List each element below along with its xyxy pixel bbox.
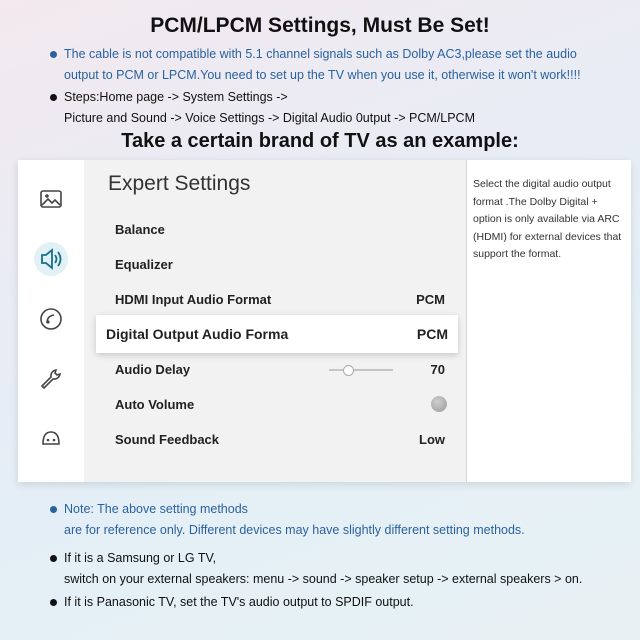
example-subtitle: Take a certain brand of TV as an example: <box>121 130 519 152</box>
audio-delay-slider-knob[interactable] <box>343 365 354 376</box>
samsung-lg-note <box>50 548 610 590</box>
settings-heading: Expert Settings <box>108 172 251 195</box>
setting-label: Audio Delay <box>115 362 191 377</box>
broadcast-icon[interactable] <box>34 302 68 336</box>
bullet-dot <box>50 506 57 513</box>
description-panel <box>466 160 631 482</box>
setting-label: Auto Volume <box>115 397 195 412</box>
cable-note-line2: output to PCM or LPCM.You need to set up the TV when you use it, otherwise it won't work!!!! <box>64 68 581 82</box>
samsung-line2: switch on your external speakers: menu -> sound -> speaker setup -> external speakers > on. <box>64 572 583 586</box>
setting-label: HDMI Input Audio Format <box>115 292 272 307</box>
steps-note <box>50 87 610 129</box>
wrench-icon[interactable] <box>34 362 68 396</box>
panasonic-note <box>50 592 610 613</box>
support-icon[interactable] <box>34 422 68 456</box>
tv-settings-screenshot <box>18 160 630 482</box>
setting-label: Digital Output Audio Forma <box>106 326 289 342</box>
audio-delay-slider-track[interactable] <box>329 369 393 371</box>
setting-audio-delay[interactable] <box>115 356 445 384</box>
reference-note <box>50 499 610 541</box>
tv-sidebar <box>18 160 85 482</box>
setting-value: PCM <box>416 292 445 307</box>
page-title: PCM/LPCM Settings, Must Be Set! <box>150 14 490 37</box>
setting-value: 70 <box>430 362 445 377</box>
samsung-line1: If it is a Samsung or LG TV, <box>64 551 217 565</box>
picture-icon[interactable] <box>34 182 68 216</box>
setting-label: Balance <box>115 222 165 237</box>
description-text: Select the digital audio output format .The Dolby Digital + option is only available via ARC (HDMI) for external devices that support the format. <box>473 178 622 260</box>
reference-note-line2: are for reference only. Different devices may have slightly different setting methods. <box>64 523 525 537</box>
setting-hdmi-input-audio-format[interactable] <box>115 286 445 314</box>
steps-line2: Picture and Sound -> Voice Settings -> Digital Audio 0utput -> PCM/LPCM <box>64 111 475 125</box>
reference-note-line1: Note: The above setting methods <box>64 502 248 516</box>
setting-value: Low <box>419 432 445 447</box>
setting-balance[interactable] <box>115 216 445 244</box>
setting-equalizer[interactable] <box>115 251 445 279</box>
sound-icon[interactable] <box>34 242 68 276</box>
bullet-dot <box>50 599 57 606</box>
bullet-dot <box>50 555 57 562</box>
bullet-dot <box>50 51 57 58</box>
cable-note-line1: The cable is not compatible with 5.1 channel signals such as Dolby AC3,please set the audio <box>64 47 577 61</box>
setting-digital-output-audio-format[interactable] <box>96 315 458 353</box>
bullet-dot <box>50 94 57 101</box>
setting-label: Equalizer <box>115 257 173 272</box>
setting-value: PCM <box>416 326 448 342</box>
setting-sound-feedback[interactable] <box>115 426 445 454</box>
steps-line1: Steps:Home page -> System Settings -> <box>64 90 288 104</box>
cable-note <box>50 44 610 86</box>
auto-volume-toggle[interactable] <box>431 396 447 412</box>
setting-auto-volume[interactable] <box>115 391 445 419</box>
setting-label: Sound Feedback <box>115 432 220 447</box>
panasonic-line: If it is Panasonic TV, set the TV's audio output to SPDIF output. <box>64 595 414 609</box>
